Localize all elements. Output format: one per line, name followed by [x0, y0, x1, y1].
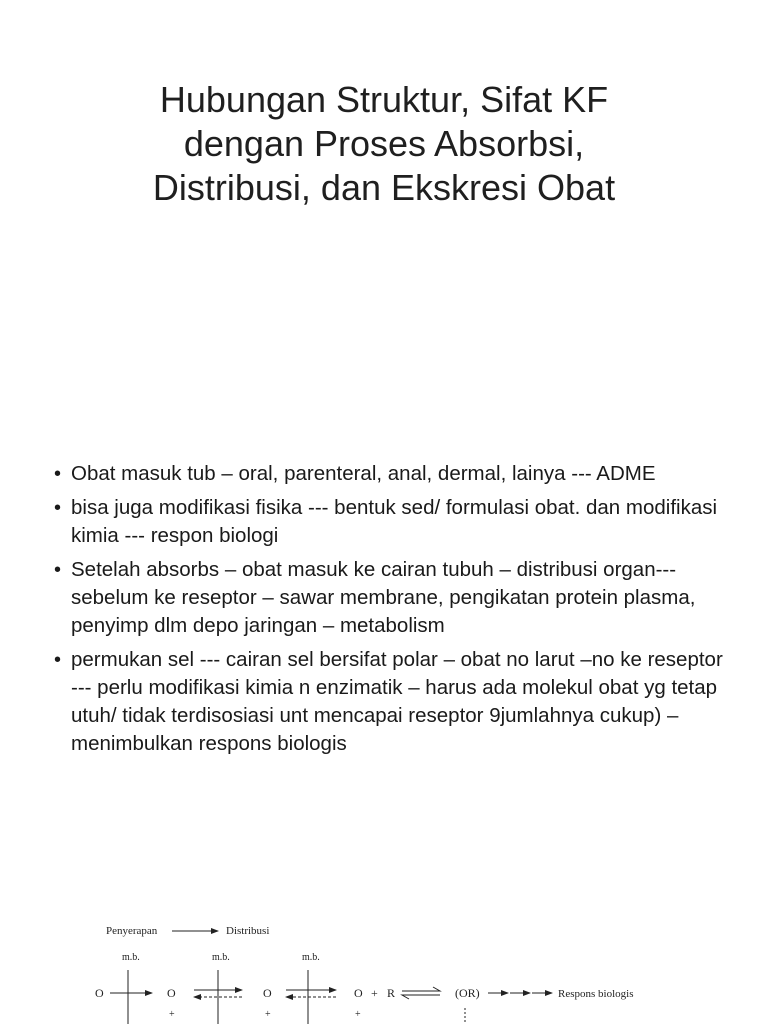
sub-plus-2: +: [265, 1009, 271, 1020]
bullet-item-4: [50, 646, 730, 758]
complex-or: (OR): [455, 986, 480, 1000]
bullet-marker: •: [54, 559, 62, 581]
membrane-label-1: m.b.: [122, 952, 140, 963]
bullet-marker: •: [54, 649, 62, 671]
equilibrium-forward: [402, 987, 440, 991]
receptor-r: R: [387, 986, 396, 1000]
bullet-text-1: Obat masuk tub – oral, parenteral, anal, dermal, lainya --- ADME: [71, 462, 656, 485]
sub-plus-1: +: [169, 1009, 175, 1020]
slide-title: [40, 78, 728, 210]
bullet-text-2: bisa juga modifikasi fisika --- bentuk sed/ formulasi obat. dan modifikasi kimia --- respon biologi: [71, 496, 718, 547]
membrane-label-3: m.b.: [302, 952, 320, 963]
header-penyerapan: Penyerapan: [106, 925, 158, 937]
species-4: O: [354, 986, 363, 1000]
bullet-item-2: [50, 494, 730, 550]
sub-plus-3: +: [355, 1009, 361, 1020]
species-1: O: [95, 986, 104, 1000]
bullet-marker: •: [54, 463, 62, 485]
bullet-text-3: Setelah absorbs – obat masuk ke cairan tubuh – distribusi organ--- sebelum ke reseptor – sawar membrane, pengikatan protein plasma, penyimp dlm depo jaringan – metabolism: [71, 558, 696, 637]
title-line-3: Distribusi, dan Ekskresi Obat: [152, 167, 616, 208]
adme-diagram-svg: [90, 916, 690, 1024]
bullet-item-1: [50, 460, 730, 488]
plus-sign: +: [371, 986, 378, 1000]
bullet-item-3: [50, 556, 730, 640]
membrane-label-2: m.b.: [212, 952, 230, 963]
equilibrium-back: [402, 995, 440, 999]
adme-diagram: [90, 916, 690, 1024]
title-line-1: Hubungan Struktur, Sifat KF: [159, 79, 609, 120]
species-2: O: [167, 986, 176, 1000]
species-3: O: [263, 986, 272, 1000]
bullet-list: [50, 460, 730, 764]
title-line-2: dengan Proses Absorbsi,: [183, 123, 585, 164]
response-label: Respons biologis: [558, 988, 634, 1000]
bullet-text-4: permukan sel --- cairan sel bersifat polar – obat no larut –no ke reseptor --- perlu modifikasi kimia n enzimatik – harus ada molekul obat yg tetap utuh/ tidak terdisosiasi unt mencapai reseptor 9jumlahnya cukup) – menimbulkan respons biologis: [71, 648, 723, 755]
header-distribusi: Distribusi: [226, 925, 270, 937]
bullet-marker: •: [54, 497, 62, 519]
